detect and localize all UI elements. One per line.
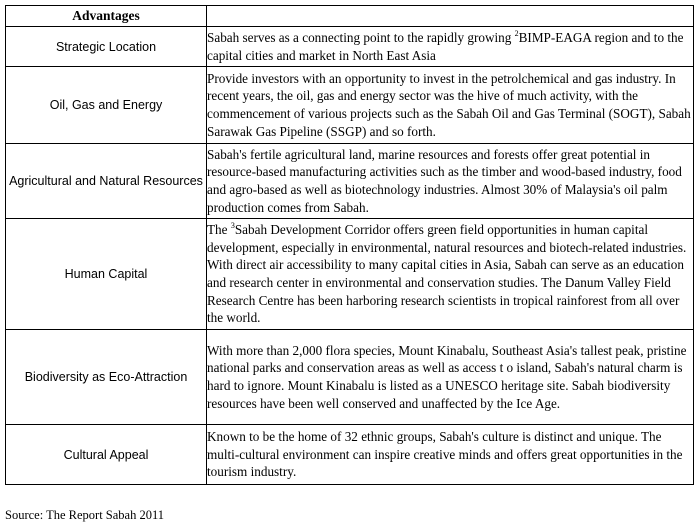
blank-header (207, 6, 694, 27)
row-description: Sabah's fertile agricultural land, marine resources and forests offer great potential in resource-based manufacturing activities such as the timber and wood-based industry, food and agro-based as well as biotechnology industries. Almost 30% of Malaysia's oil palm production comes from Sabah. (207, 144, 694, 219)
row-label: Biodiversity as Eco-Attraction (6, 330, 207, 425)
desc-text: Sabah Development Corridor offers green field opportunities in human capital development, especially in environmental, natural resources and biotech-related industries. With direct air accessibility to many capital cities in Asia, Sabah can serve as an education and research center in environmental and conservation studies. The Danum Valley Field Research Centre has been harboring research scientists in tropical rainforest from all over the world. (207, 222, 687, 326)
table-row (6, 219, 694, 330)
row-description: With more than 2,000 flora species, Mount Kinabalu, Southeast Asia's tallest peak, pristine national parks and conservation areas as well as access t o island, Sabah's natural charm is hard to ignore. Mount Kinabalu is listed as a UNESCO heritage site. Sabah biodiversity resources have been well conserved and unaffected by the Ice Age. (207, 330, 694, 425)
table-row (6, 67, 694, 144)
row-label: Cultural Appeal (6, 425, 207, 485)
row-description (207, 219, 694, 330)
row-label: Strategic Location (6, 27, 207, 67)
footnote-marker: 3 (230, 221, 235, 231)
row-description: Known to be the home of 32 ethnic groups, Sabah's culture is distinct and unique. The multi-cultural environment can inspire creative minds and offers great opportunities in the tourism industry. (207, 425, 694, 485)
desc-text: The (207, 222, 231, 238)
table-header-row (6, 6, 694, 27)
table-row (6, 330, 694, 425)
desc-text: Sabah serves as a connecting point to the rapidly growing (207, 29, 515, 45)
row-description (207, 27, 694, 67)
table-row (6, 425, 694, 485)
table-row (6, 144, 694, 219)
advantages-header: Advantages (6, 6, 207, 27)
row-label: Human Capital (6, 219, 207, 330)
desc-text: BIMP-EAGA region and to the capital cities and market in North East Asia (207, 29, 684, 63)
source-caption: Source: The Report Sabah 2011 (5, 508, 164, 522)
advantages-table (5, 5, 694, 485)
table-row (6, 27, 694, 67)
row-label: Oil, Gas and Energy (6, 67, 207, 144)
row-label: Agricultural and Natural Resources (6, 144, 207, 219)
footnote-marker: 2 (514, 28, 519, 38)
row-description: Provide investors with an opportunity to invest in the petrolchemical and gas industry. In recent years, the oil, gas and energy sector was the hive of much activity, with the commencement of various projects such as the Sabah Oil and Gas Terminal (SOGT), Sabah Sarawak Gas Pipeline (SSGP) and so forth. (207, 67, 694, 144)
